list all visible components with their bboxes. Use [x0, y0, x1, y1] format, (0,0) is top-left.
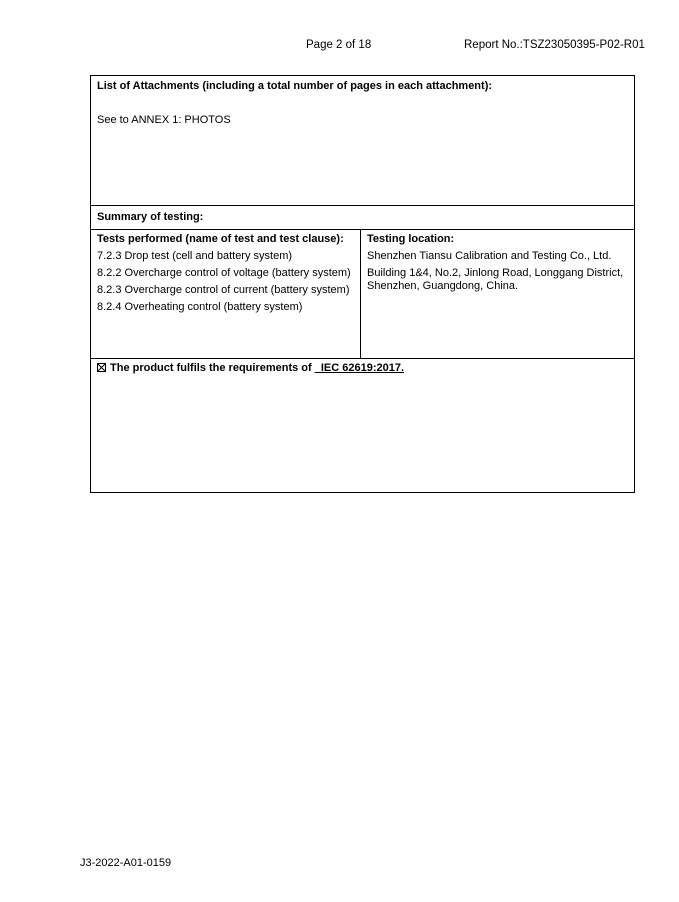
tests-heading: Tests performed (name of test and test clause):	[97, 233, 344, 245]
summary-table	[90, 75, 635, 493]
location-heading: Testing location:	[367, 233, 455, 245]
test-item: 8.2.2 Overcharge control of voltage (battery system)	[97, 267, 351, 279]
conclusion-text: The product fulfils the requirements of	[110, 362, 312, 374]
attachments-title: List of Attachments (including a total number of pages in each attachment):	[97, 80, 493, 92]
page-number: Page 2 of 18	[306, 39, 372, 51]
standard-reference: _IEC 62619:2017.	[314, 362, 405, 374]
testing-location-cell	[361, 230, 636, 358]
attachments-section	[91, 76, 634, 206]
location-address: Building 1&4, No.2, Jinlong Road, Longgang District, Shenzhen, Guangdong, China.	[367, 267, 624, 292]
location-company: Shenzhen Tiansu Calibration and Testing Co., Ltd.	[367, 250, 612, 262]
attachments-value: See to ANNEX 1: PHOTOS	[97, 114, 231, 126]
report-number: Report No.:TSZ23050395-P02-R01	[464, 39, 645, 51]
checked-box-icon	[97, 363, 106, 372]
summary-section	[91, 206, 634, 230]
document-code: J3-2022-A01-0159	[80, 857, 172, 869]
test-item: 8.2.3 Overcharge control of current (battery system)	[97, 284, 350, 296]
tests-performed-cell	[91, 230, 361, 358]
tests-location-row	[91, 230, 634, 359]
test-item: 8.2.4 Overheating control (battery system)	[97, 301, 303, 313]
summary-title: Summary of testing:	[97, 211, 204, 223]
test-item: 7.2.3 Drop test (cell and battery system)	[97, 250, 293, 262]
conclusion-section	[91, 359, 634, 494]
